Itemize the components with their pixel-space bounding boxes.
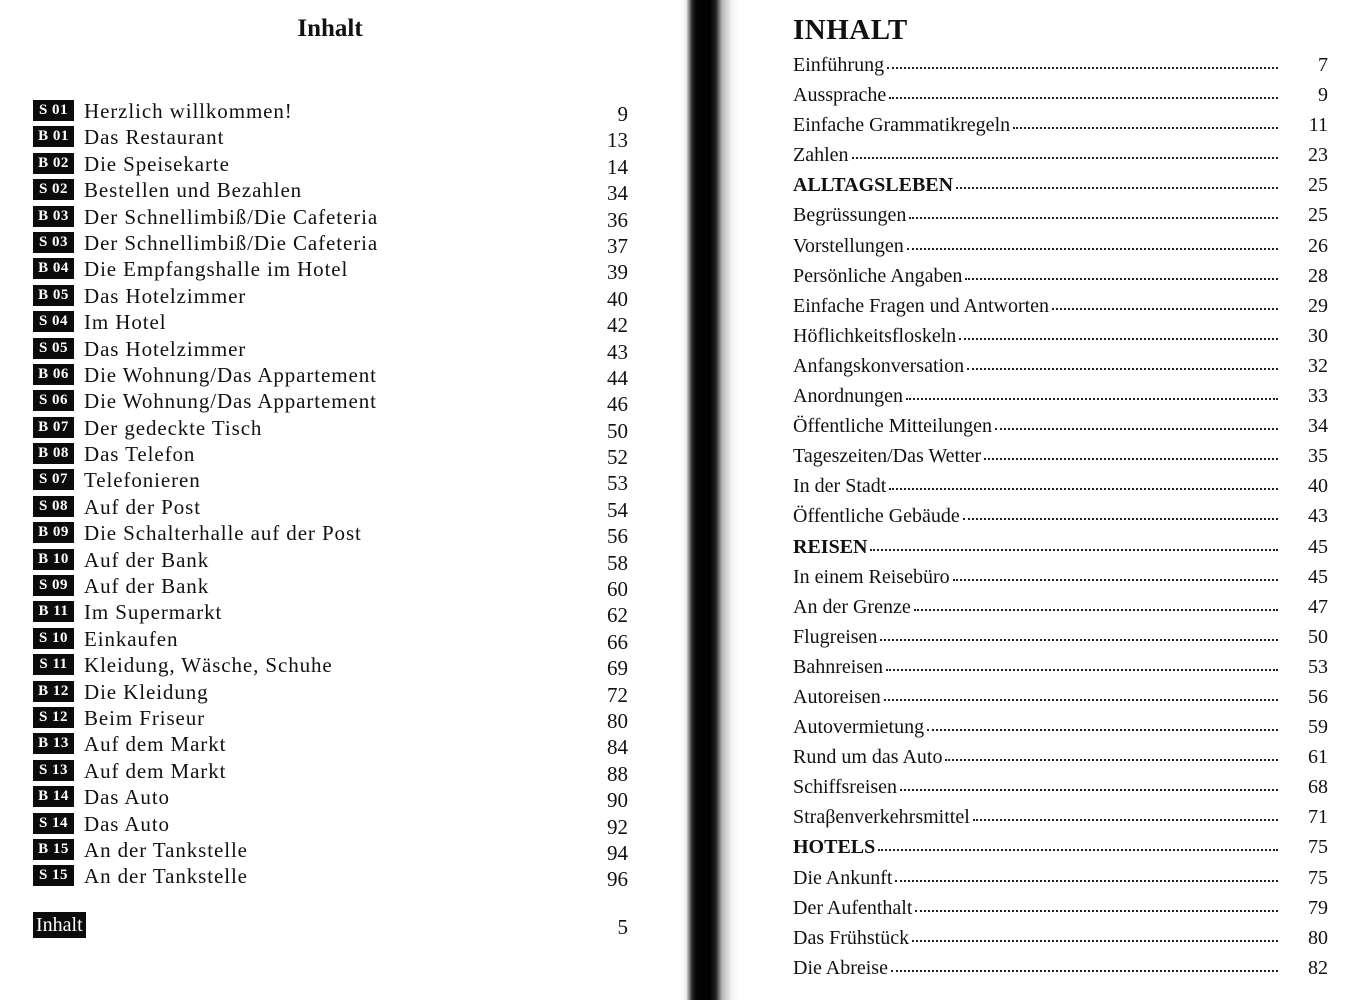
toc-entry-page-number: 39 (607, 260, 628, 285)
toc-entry-page-number: 35 (1308, 445, 1328, 468)
lesson-code-badge: S 13 (33, 760, 74, 781)
toc-entry (33, 468, 643, 494)
toc-entry-page-number: 40 (1308, 475, 1328, 498)
book-binding-gutter (680, 0, 770, 1000)
lesson-code-badge: B 14 (33, 786, 74, 807)
toc-entry-page-number: 58 (607, 550, 628, 575)
toc-entry-page-number: 56 (1308, 685, 1328, 708)
toc-entry-page-number: 47 (1308, 595, 1328, 618)
toc-entry-page-number: 36 (607, 207, 628, 232)
toc-entry (793, 895, 1328, 925)
toc-entry (33, 257, 643, 283)
toc-entry-page-number: 53 (607, 471, 628, 496)
toc-entry-title: Die Schalterhalle auf der Post (84, 521, 362, 546)
toc-entry-page-number: 66 (607, 629, 628, 654)
toc-entry-title: Das Auto (84, 811, 170, 836)
right-page (770, 0, 1365, 1000)
toc-entry (33, 416, 643, 442)
toc-entry-page-number: 30 (1308, 324, 1328, 347)
toc-entry-title: Anordnungen (793, 385, 903, 408)
toc-entry-title: Höflichkeitsfloskeln (793, 324, 957, 347)
toc-entry-page-number: 53 (1308, 655, 1328, 678)
toc-entry-title: Das Restaurant (84, 125, 225, 150)
toc-entry-title: Persönliche Angaben (793, 264, 963, 287)
dot-leader (915, 908, 1278, 912)
toc-entry (793, 323, 1328, 353)
toc-entry (33, 574, 643, 600)
toc-entry (793, 263, 1328, 293)
toc-entry (793, 82, 1328, 112)
toc-entry-title: Die Kleidung (84, 679, 209, 704)
toc-entry-page-number: 25 (1308, 174, 1328, 197)
toc-entry-page-number: 92 (607, 814, 628, 839)
toc-entry (33, 785, 643, 811)
toc-entry (33, 653, 643, 679)
lesson-code-badge: B 03 (33, 206, 74, 227)
dot-leader (967, 366, 1278, 370)
dot-leader (927, 727, 1278, 731)
toc-entry-page-number: 52 (607, 445, 628, 470)
dot-leader (884, 697, 1278, 701)
lesson-code-badge: S 07 (33, 469, 74, 490)
toc-entry-title: Das Hotelzimmer (84, 336, 247, 361)
toc-entry-title: Auf der Post (84, 494, 201, 519)
toc-entry-page-number: 26 (1308, 234, 1328, 257)
toc-entry (33, 125, 643, 151)
toc-entry-title: Begrüssungen (793, 204, 907, 227)
toc-entry (793, 52, 1328, 82)
dot-leader (887, 65, 1278, 69)
toc-entry-title: Autoreisen (793, 685, 881, 708)
toc-entry-title: Der Schnellimbiß/Die Cafeteria (84, 204, 379, 229)
toc-entry-page-number: 44 (607, 365, 628, 390)
toc-entry-title: Einfache Fragen und Antworten (793, 294, 1050, 317)
toc-entry-page-number: 68 (1308, 776, 1328, 799)
toc-entry (33, 812, 643, 838)
dot-leader (900, 787, 1278, 791)
toc-entry-title: Zahlen (793, 144, 849, 167)
toc-entry (793, 955, 1328, 985)
lesson-code-badge: B 06 (33, 364, 74, 385)
toc-entry-page-number: 37 (607, 233, 628, 258)
footer-section-label: Inhalt (33, 912, 86, 938)
toc-entry-page-number: 9 (617, 102, 628, 126)
toc-entry-page-number: 56 (607, 524, 628, 549)
toc-entry-page-number: 96 (607, 867, 628, 892)
toc-entry-title: Der Schnellimbiß/Die Cafeteria (84, 230, 379, 255)
toc-entry-page-number: 43 (1308, 505, 1328, 528)
lesson-code-badge: B 10 (33, 549, 74, 570)
lesson-code-badge: S 12 (33, 707, 74, 728)
toc-entry-page-number: 94 (607, 840, 628, 865)
toc-entry-page-number: 75 (1308, 836, 1328, 859)
toc-entry (33, 284, 643, 310)
toc-entry (33, 864, 643, 890)
toc-entry-title: Die Wohnung/Das Appartement (84, 389, 377, 414)
dot-leader (852, 155, 1278, 159)
dot-leader (870, 547, 1278, 551)
toc-entry-title: Die Wohnung/Das Appartement (84, 362, 377, 387)
toc-entry (793, 654, 1328, 684)
toc-entry-title: ALLTAGSLEBEN (793, 174, 954, 197)
toc-entry (33, 205, 643, 231)
dot-leader (963, 516, 1278, 520)
toc-entry (33, 310, 643, 336)
lesson-code-badge: S 10 (33, 628, 74, 649)
toc-entry (33, 231, 643, 257)
dot-leader (1013, 125, 1278, 129)
toc-entry (793, 413, 1328, 443)
dot-leader (995, 426, 1278, 430)
toc-entry-page-number: 11 (1308, 114, 1328, 137)
lesson-code-badge: S 08 (33, 496, 74, 517)
toc-entry-title: Autovermietung (793, 716, 925, 739)
toc-entry-page-number: 50 (1308, 625, 1328, 648)
toc-entry-title: Der Aufenthalt (793, 896, 913, 919)
toc-entry-title: Aussprache (793, 84, 887, 107)
dot-leader (889, 486, 1278, 490)
toc-entry-page-number: 14 (607, 154, 628, 179)
toc-entry-title: Telefonieren (84, 468, 201, 493)
toc-entry-title: Das Frühstück (793, 926, 910, 949)
toc-entry (33, 759, 643, 785)
toc-entry (33, 389, 643, 415)
toc-entry (793, 744, 1328, 774)
toc-entry-page-number: 34 (1308, 415, 1328, 438)
lesson-code-badge: S 02 (33, 179, 74, 200)
toc-entry (793, 503, 1328, 533)
toc-entry-page-number: 79 (1308, 896, 1328, 919)
toc-section-heading (793, 834, 1328, 864)
dot-leader (912, 938, 1278, 942)
toc-entry (33, 337, 643, 363)
dot-leader (1052, 306, 1278, 310)
lesson-code-badge: B 09 (33, 522, 74, 543)
toc-entry (793, 383, 1328, 413)
toc-entry (33, 600, 643, 626)
toc-entry-title: Die Ankunft (793, 866, 893, 889)
toc-entry-title: Herzlich willkommen! (84, 99, 293, 123)
dot-leader (959, 336, 1278, 340)
toc-entry-page-number: 13 (607, 128, 628, 153)
lesson-code-badge: S 01 (33, 100, 74, 121)
toc-entry-title: Auf der Bank (84, 574, 210, 599)
toc-entry (793, 443, 1328, 473)
lesson-code-badge: B 02 (33, 153, 74, 174)
toc-entry (33, 521, 643, 547)
toc-entry-page-number: 84 (607, 735, 628, 760)
toc-entry-title: Einführung (793, 54, 885, 76)
toc-entry-title: In der Stadt (793, 475, 887, 498)
dot-leader (953, 577, 1278, 581)
toc-section-heading (793, 172, 1328, 202)
dot-leader (895, 878, 1278, 882)
lesson-code-badge: B 08 (33, 443, 74, 464)
lesson-code-badge: B 15 (33, 839, 74, 860)
toc-entry-page-number: 80 (1308, 926, 1328, 949)
dot-leader (956, 185, 1278, 189)
toc-entry-page-number: 80 (607, 708, 628, 733)
dot-leader (889, 95, 1278, 99)
toc-entry-page-number: 9 (1318, 84, 1328, 107)
toc-entry (793, 142, 1328, 172)
toc-entry-page-number: 72 (607, 682, 628, 707)
dot-leader (945, 757, 1278, 761)
toc-entry (793, 714, 1328, 744)
toc-entry (793, 233, 1328, 263)
toc-entry-title: Öffentliche Gebäude (793, 505, 960, 528)
toc-entry-page-number: 34 (607, 181, 628, 206)
toc-entry-title: Kleidung, Wäsche, Schuhe (84, 653, 333, 678)
toc-entry-title: Im Hotel (84, 310, 167, 335)
toc-entry-page-number: 50 (607, 418, 628, 443)
footer-page-number: 5 (617, 915, 628, 939)
toc-entry-title: Auf dem Markt (84, 758, 227, 783)
toc-entry-page-number: 90 (607, 788, 628, 813)
toc-entry-page-number: 45 (1308, 565, 1328, 588)
toc-entry-page-number: 29 (1308, 294, 1328, 317)
toc-entry-page-number: 71 (1308, 806, 1328, 829)
left-page-title: Inhalt (297, 15, 363, 42)
toc-entry (793, 353, 1328, 383)
lesson-code-badge: B 05 (33, 285, 74, 306)
lesson-code-badge: S 05 (33, 338, 74, 359)
toc-entry (33, 442, 643, 468)
toc-entry-title: Die Speisekarte (84, 151, 230, 176)
toc-entry (793, 202, 1328, 232)
left-page (0, 0, 680, 1000)
toc-entry (793, 293, 1328, 323)
lesson-code-badge: S 04 (33, 311, 74, 332)
lesson-code-badge: S 15 (33, 865, 74, 886)
toc-entry (33, 152, 643, 178)
toc-entry (33, 99, 643, 125)
toc-entry (793, 473, 1328, 503)
dot-leader (880, 637, 1278, 641)
toc-entry (33, 680, 643, 706)
toc-entry-page-number: 59 (1308, 716, 1328, 739)
dot-leader (907, 246, 1278, 250)
toc-entry (33, 838, 643, 864)
toc-entry-page-number: 45 (1308, 535, 1328, 558)
toc-entry (793, 594, 1328, 624)
toc-entry (33, 706, 643, 732)
dot-leader (891, 968, 1278, 972)
toc-entry-title: Straβenverkehrsmittel (793, 806, 970, 829)
toc-entry-title: Einkaufen (84, 626, 179, 651)
toc-entry-title: Flugreisen (793, 625, 878, 648)
toc-entry-title: Anfangskonversation (793, 354, 965, 377)
toc-entry-title: Einfache Grammatikregeln (793, 114, 1011, 137)
toc-entry-title: Vorstellungen (793, 234, 904, 257)
toc-entry-page-number: 42 (607, 313, 628, 338)
toc-entry-page-number: 40 (607, 286, 628, 311)
toc-entry-page-number: 32 (1308, 354, 1328, 377)
toc-entry-title: Schiffsreisen (793, 776, 898, 799)
lesson-code-badge: B 11 (33, 601, 74, 622)
toc-entry (793, 774, 1328, 804)
toc-entry (33, 178, 643, 204)
left-toc-list (33, 99, 643, 891)
toc-entry-page-number: 25 (1308, 204, 1328, 227)
toc-entry (33, 627, 643, 653)
toc-entry-title: Bestellen und Bezahlen (84, 178, 303, 203)
lesson-code-badge: B 13 (33, 733, 74, 754)
toc-entry-title: Das Telefon (84, 442, 196, 467)
dot-leader (984, 456, 1278, 460)
dot-leader (973, 817, 1278, 821)
lesson-code-badge: S 06 (33, 390, 74, 411)
toc-entry-page-number: 54 (607, 497, 628, 522)
lesson-code-badge: B 01 (33, 126, 74, 147)
toc-entry (33, 548, 643, 574)
toc-entry (793, 804, 1328, 834)
toc-entry-title: An der Tankstelle (84, 837, 248, 862)
toc-entry (33, 495, 643, 521)
toc-entry (793, 865, 1328, 895)
toc-entry-title: Beim Friseur (84, 705, 206, 730)
toc-entry-title: Auf der Bank (84, 547, 210, 572)
toc-entry (793, 564, 1328, 594)
lesson-code-badge: B 07 (33, 417, 74, 438)
toc-entry-page-number: 88 (607, 761, 628, 786)
toc-entry-page-number: 46 (607, 392, 628, 417)
toc-entry (793, 112, 1328, 142)
toc-entry-title: Öffentliche Mitteilungen (793, 415, 993, 438)
toc-entry-title: An der Grenze (793, 595, 911, 618)
lesson-code-badge: S 11 (33, 654, 74, 675)
toc-entry-title: Auf dem Markt (84, 732, 227, 757)
toc-section-heading (793, 534, 1328, 564)
toc-entry-title: Die Abreise (793, 956, 888, 979)
dot-leader (886, 667, 1278, 671)
toc-entry-title: Der gedeckte Tisch (84, 415, 263, 440)
dot-leader (909, 215, 1278, 219)
toc-entry (33, 732, 643, 758)
toc-entry-title: Bahnreisen (793, 655, 883, 678)
toc-entry-page-number: 61 (1308, 746, 1328, 769)
dot-leader (906, 396, 1278, 400)
lesson-code-badge: S 03 (33, 232, 74, 253)
toc-entry-title: Das Hotelzimmer (84, 283, 247, 308)
toc-entry-title: An der Tankstelle (84, 864, 248, 889)
toc-entry-title: Rund um das Auto (793, 746, 943, 769)
toc-entry-page-number: 69 (607, 656, 628, 681)
toc-entry (793, 684, 1328, 714)
toc-entry-title: Das Auto (84, 785, 170, 810)
lesson-code-badge: B 04 (33, 258, 74, 279)
dot-leader (965, 276, 1278, 280)
toc-entry-title: HOTELS (793, 836, 876, 859)
toc-entry-page-number: 60 (607, 577, 628, 602)
toc-entry (793, 925, 1328, 955)
toc-entry-title: Die Empfangshalle im Hotel (84, 257, 349, 282)
toc-entry-page-number: 75 (1308, 866, 1328, 889)
toc-entry-page-number: 62 (607, 603, 628, 628)
toc-entry-title: Tageszeiten/Das Wetter (793, 445, 982, 468)
toc-entry-page-number: 28 (1308, 264, 1328, 287)
lesson-code-badge: S 14 (33, 813, 74, 834)
toc-entry-page-number: 7 (1318, 54, 1328, 76)
right-toc-list (793, 52, 1328, 985)
right-page-title: INHALT (793, 14, 908, 46)
toc-entry-page-number: 43 (607, 339, 628, 364)
toc-entry-title: Im Supermarkt (84, 600, 223, 625)
toc-entry-page-number: 82 (1308, 956, 1328, 979)
toc-entry-page-number: 33 (1308, 385, 1328, 408)
toc-entry-page-number: 23 (1308, 144, 1328, 167)
lesson-code-badge: B 12 (33, 681, 74, 702)
toc-entry-title: In einem Reisebüro (793, 565, 950, 588)
dot-leader (914, 607, 1278, 611)
toc-entry-title: REISEN (793, 535, 868, 558)
lesson-code-badge: S 09 (33, 575, 74, 596)
toc-entry (33, 363, 643, 389)
toc-entry (793, 624, 1328, 654)
dot-leader (878, 847, 1278, 851)
